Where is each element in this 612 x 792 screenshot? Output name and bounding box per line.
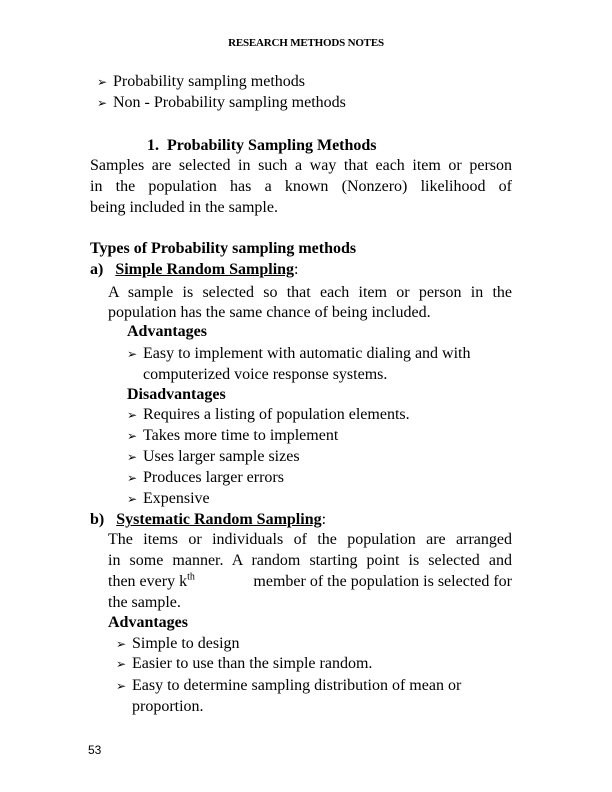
- advantage-item: ➢ Easy to determine sampling distribution of mean or: [116, 677, 462, 694]
- advantage-item-continuation: computerized voice response systems.: [143, 366, 388, 383]
- section-description-line: Samples are selected in such a way that each item or person: [90, 157, 512, 174]
- disadvantage-item: ➢ Requires a listing of population elements.: [127, 406, 410, 423]
- disadvantage-item: ➢ Uses larger sample sizes: [127, 448, 300, 465]
- bullet-item: ➢ Non - Probability sampling methods: [97, 94, 346, 111]
- arrow-bullet-icon: ➢: [127, 492, 138, 506]
- type-a-description-line: population has the same chance of being included.: [108, 304, 431, 321]
- type-a-heading: a) Simple Random Sampling:: [90, 261, 299, 278]
- section-description-line: in the population has a known (Nonzero) likelihood of: [90, 178, 512, 195]
- page-number: 53: [88, 743, 102, 757]
- arrow-bullet-icon: ➢: [116, 679, 127, 693]
- advantage-item: ➢ Simple to design: [116, 635, 240, 652]
- arrow-bullet-icon: ➢: [116, 637, 127, 651]
- arrow-bullet-icon: ➢: [127, 471, 138, 485]
- advantage-item: ➢ Easier to use than the simple random.: [116, 655, 373, 672]
- section-heading: 1. Probability Sampling Methods: [147, 137, 377, 154]
- disadvantages-heading: Disadvantages: [127, 386, 226, 403]
- disadvantage-item: ➢ Expensive: [127, 490, 210, 507]
- arrow-bullet-icon: ➢: [127, 408, 138, 422]
- types-heading: Types of Probability sampling methods: [90, 240, 357, 257]
- arrow-bullet-icon: ➢: [97, 75, 108, 89]
- type-b-description-line: the sample.: [108, 594, 181, 611]
- disadvantage-item: ➢ Takes more time to implement: [127, 427, 339, 444]
- section-description-line: being included in the sample.: [90, 199, 278, 216]
- arrow-bullet-icon: ➢: [127, 347, 138, 361]
- advantages-heading: Advantages: [108, 614, 189, 631]
- arrow-bullet-icon: ➢: [127, 429, 138, 443]
- type-b-description-line: in some manner. A random starting point is selected and: [108, 552, 512, 569]
- type-b-description-line: The items or individuals of the population are arranged: [108, 531, 512, 548]
- type-b-heading: b) Systematic Random Sampling:: [90, 511, 327, 528]
- running-header: RESEARCH METHODS NOTES: [228, 37, 384, 49]
- advantage-item: ➢ Easy to implement with automatic dialing and with: [127, 345, 471, 362]
- advantages-heading: Advantages: [127, 323, 208, 340]
- type-a-description-line: A sample is selected so that each item or person in the: [108, 284, 512, 301]
- arrow-bullet-icon: ➢: [116, 657, 127, 671]
- bullet-item: ➢ Probability sampling methods: [97, 73, 305, 90]
- type-b-description-line: then every $k^{th}$ member of the population is selected for: [108, 571, 512, 590]
- arrow-bullet-icon: ➢: [127, 450, 138, 464]
- arrow-bullet-icon: ➢: [97, 96, 108, 110]
- advantage-item-continuation: proportion.: [132, 698, 204, 715]
- disadvantage-item: ➢ Produces larger errors: [127, 469, 284, 486]
